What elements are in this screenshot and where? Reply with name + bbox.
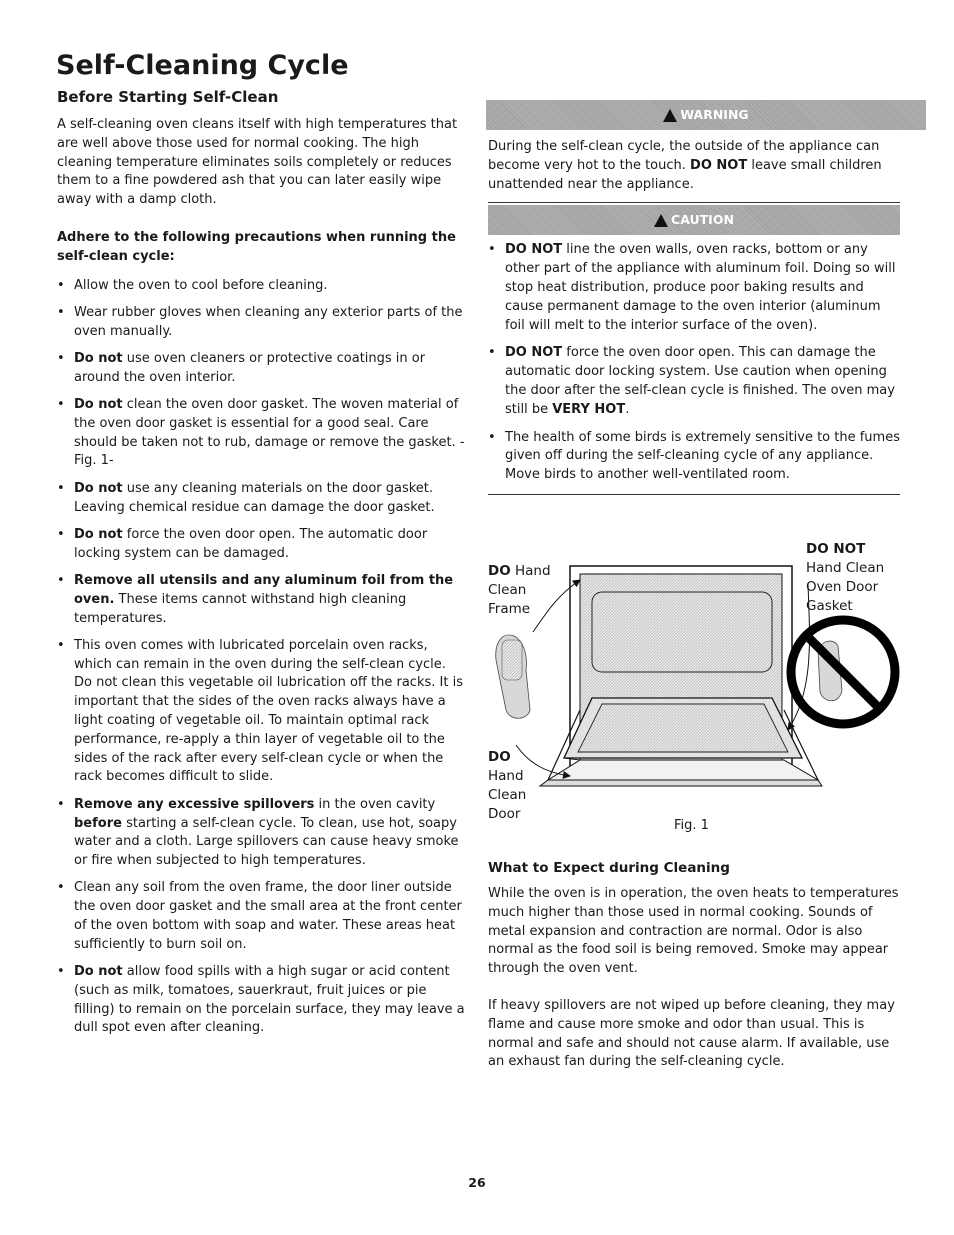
list-item: • The health of some birds is extremely sensitive to the fumes given off during the self-cleaning cycle of any appliance. Move birds to another well-ventilated room. bbox=[488, 429, 900, 485]
divider bbox=[488, 494, 900, 495]
gloved-hand-icon bbox=[496, 635, 530, 718]
list-item: • Clean any soil from the oven frame, the door liner outside the oven door gasket and the small area at the front center of the oven bottom with soap and water. These areas heat sufficiently to burn soil on. bbox=[57, 879, 467, 954]
caution-triangle-icon bbox=[654, 214, 668, 227]
right-column bbox=[488, 100, 900, 495]
list-item: • DO NOT force the oven door open. This can damage the automatic door locking system. Use caution when opening the door after the self-clean cycle is finished. The oven may still be VERY HOT. bbox=[488, 344, 900, 419]
list-item: • This oven comes with lubricated porcelain oven racks, which can remain in the oven during the self-clean cycle. Do not clean this vegetable oil lubrication off the racks. It is important that the sides of the oven racks always have a light coating of vegetable oil. To maintain optimal rack performance, re-apply a thin layer of vegetable oil to the sides of the rack after every self-clean cycle or when the rack becomes difficult to slide. bbox=[57, 637, 467, 787]
do-clean-door-label: DO Hand Clean Door bbox=[488, 749, 527, 822]
do-not-clean-gasket-label: DO NOT Hand Clean Oven Door Gasket bbox=[806, 541, 885, 614]
expect-heading: What to Expect during Cleaning bbox=[488, 860, 730, 876]
list-item: • Do not use oven cleaners or protective coatings in or around the oven interior. bbox=[57, 350, 467, 388]
caution-list bbox=[488, 241, 900, 485]
list-item: • Allow the oven to cool before cleaning. bbox=[57, 277, 467, 296]
warning-label: WARNING bbox=[680, 106, 749, 122]
expect-paragraph-2: If heavy spillovers are not wiped up before cleaning, they may flame and cause more smoke and odor than usual. This is normal and safe and should not cause alarm. If available, use an exhaust fan during the self-cleaning cycle. bbox=[488, 997, 895, 1070]
warning-text: During the self-clean cycle, the outside of the appliance can become very hot to the touch. DO NOT leave small children unattended near the appliance. bbox=[488, 139, 882, 192]
list-item: • Wear rubber gloves when cleaning any exterior parts of the oven manually. bbox=[57, 304, 467, 342]
page-title: Self-Cleaning Cycle bbox=[56, 50, 349, 81]
warning-banner bbox=[486, 100, 926, 130]
list-item: • Do not allow food spills with a high sugar or acid content (such as milk, tomatoes, sauerkraut, fruit juices or pie filling) to remain on the porcelain surface, they may leave a dull spot even after cleaning. bbox=[57, 963, 467, 1038]
figure-caption: Fig. 1 bbox=[674, 818, 709, 833]
list-item: • DO NOT line the oven walls, oven racks, bottom or any other part of the appliance with aluminum foil. Doing so will stop heat distribution, produce poor baking results and cause permanent damage to the oven interior (aluminum foil will melt to the interior surface of the oven). bbox=[488, 241, 900, 335]
do-clean-frame-label: DO Hand Clean Frame bbox=[488, 563, 551, 617]
list-item: • Do not clean the oven door gasket. The woven material of the oven door gasket is essential for a good seal. Care should be taken not to rub, damage or remove the gasket. -Fig. 1- bbox=[57, 396, 467, 471]
caution-banner bbox=[488, 205, 900, 235]
page-number: 26 bbox=[468, 1175, 486, 1190]
precautions-list bbox=[57, 277, 467, 1039]
intro-paragraph: A self-cleaning oven cleans itself with high temperatures that are well above those used for normal cooking. The high cleaning temperature eliminates soils completely or reduces them to a fine powdered ash that you can later easily wipe away with a damp cloth. bbox=[57, 117, 458, 208]
list-item: • Do not force the oven door open. The automatic door locking system can be damaged. bbox=[57, 526, 467, 564]
list-item: • Remove any excessive spillovers in the oven cavity before starting a self-clean cycle. To clean, use hot, soapy water and a cloth. Large spillovers can cause heavy smoke or fire when subjected to high temperatures. bbox=[57, 796, 467, 871]
caution-block bbox=[488, 205, 900, 495]
oven-figure bbox=[488, 540, 900, 840]
list-item: • Remove all utensils and any aluminum foil from the oven. These items cannot withstand high cleaning temperatures. bbox=[57, 572, 467, 628]
caution-label: CAUTION bbox=[671, 211, 734, 227]
prohibited-hand-icon bbox=[791, 620, 895, 724]
left-column bbox=[57, 116, 467, 1047]
warning-triangle-icon bbox=[663, 109, 677, 122]
divider bbox=[488, 202, 900, 203]
expect-section bbox=[488, 885, 900, 1090]
section-heading: Before Starting Self-Clean bbox=[57, 88, 279, 106]
expect-paragraph-1: While the oven is in operation, the oven heats to temperatures much higher than those used in normal cooking. Sounds of metal expansion and contraction are normal. Odor is also normal as the food soil is being removed. Smoke may appear through the oven vent. bbox=[488, 886, 899, 977]
precautions-heading: Adhere to the following precautions when running the self-clean cycle: bbox=[57, 229, 456, 264]
list-item: • Do not use any cleaning materials on the door gasket. Leaving chemical residue can damage the door gasket. bbox=[57, 480, 467, 518]
